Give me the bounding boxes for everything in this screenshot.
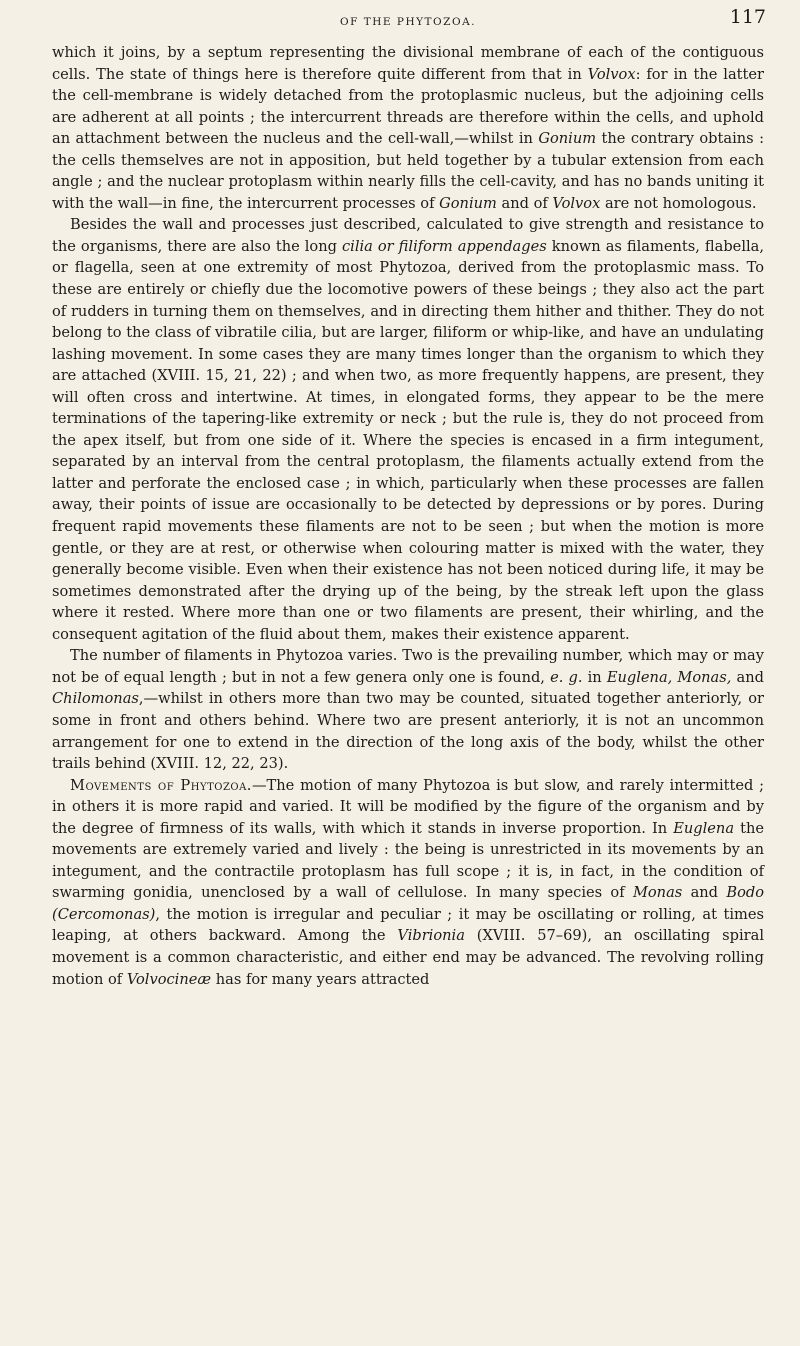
text-run: has for many years attracted [211, 970, 430, 988]
section-heading: Movements of Phytozoa. [70, 776, 252, 794]
book-page [52, 0, 764, 990]
text-run: which it joins, by a septum representing the divisional membrane of each of the contiguous cells. The state of things here is therefore quite different from that in [52, 44, 764, 83]
italic-term: Volvocineæ [126, 970, 212, 988]
text-run: , the motion is irregular and peculiar ; it may be oscillating or rolling, at times leaping, at others backward. Among the [52, 905, 764, 945]
italic-term: Vibrionia [397, 927, 465, 945]
text-run: Besides the wall and processes just described, calculated to give strength and resistance to the organisms, there are also the long [52, 216, 764, 255]
italic-term: e. g. [550, 668, 583, 686]
italic-term: Bodo (Cercomonas) [52, 884, 764, 923]
page-number: 117 [729, 6, 766, 28]
paragraph [52, 645, 764, 774]
text-run: the contrary obtains : the cells themselves are not in apposition, but held together by a tubular extension from each angle ; and the nuclear protoplasm within nearly fills the cell-cavity, and has no bands uniting it with the wall—in fine, the intercurrent processes of [52, 130, 764, 212]
italic-term: Gonium [439, 194, 497, 212]
italic-term: Euglena [673, 819, 735, 837]
text-run: the movements are extremely varied and lively : the being is unrestricted in its movements by an integument, and the contractile protoplasm has full scope ; it is, in fact, in the condition of swarming gonidia, unenclosed by a wall of cellulose. In many species of [52, 819, 764, 902]
text-run: ,—whilst in others more than two may be counted, situated together anteriorly, or some in front and others behind. Where two are present anteriorly, it is not an uncommon arrangement for one to extend in the direction of the long axis of the body, whilst the other trails behind (XVIII. 12, 22, 23). [52, 690, 764, 773]
running-head: OF THE PHYTOZOA. [340, 16, 476, 28]
page-header [52, 0, 764, 40]
text-run: in [582, 668, 607, 686]
paragraph [52, 775, 764, 990]
italic-term: Volvox [552, 194, 601, 212]
italic-term: Euglena, Monas, [606, 668, 732, 686]
text-run: are not homologous. [600, 194, 757, 212]
text-run: (XVIII. 57–69), an oscillating spiral movement is a common characteristic, and either end may be advanced. The revolving rolling motion of [52, 927, 764, 988]
italic-term: cilia or filiform appendages [341, 237, 547, 255]
text-run: and of [496, 194, 553, 212]
paragraph [52, 214, 764, 645]
text-run: and [731, 668, 764, 686]
italic-term: Volvox [587, 65, 636, 83]
italic-term: Gonium [538, 130, 597, 148]
text-run: —The motion of many Phytozoa is but slow, and rarely intermitted ; in others it is more rapid and varied. It will be modified by the figure of the organism and by the degree of firmness of its walls, with which it stands in inverse proportion. In [52, 776, 764, 837]
text-run: The number of filaments in Phytozoa varies. Two is the prevailing number, which may or may not be of equal length ; but in not a few genera only one is found, [52, 647, 764, 686]
body-text [52, 42, 764, 990]
text-run: known as filaments, flabella, or flagella, seen at one extremity of most Phytozoa, derived from the protoplasmic mass. To these are entirely or chiefly due the locomotive powers of these beings ; they also act the part of rudders in turning them on themselves, and in directing them hither and thither. They do not belong to the class of vibratile cilia, but are larger, filiform or whip-like, and have an undulating lashing movement. In some cases they are many times longer than the organism to which they are attached (XVIII. 15, 21, 22) ; and when two, as more frequently happens, are present, they will often cross and intertwine. At times, in elongated forms, they appear to be the mere terminations of the tapering-like extremity or neck ; but the rule is, they do not proceed from the apex itself, but from one side of it. Where the species is encased in a firm integument, separated by an interval from the central protoplasm, the filaments actually extend from the latter and perforate the enclosed case ; in which, particularly when these processes are fallen away, their points of issue are occasionally to be detected by depressions or by pores. During frequent rapid movements these filaments are not to be seen ; but when the motion is more gentle, or they are at rest, or otherwise when colouring matter is mixed with the water, they generally become visible. Even when their existence has not been noticed during life, it may be sometimes demonstrated after the drying up of the being, by the streak left upon the glass where it rested. Where more than one or two filaments are present, their whirling, and the consequent agitation of the fluid about them, makes their existence apparent. [52, 237, 764, 643]
text-run: : for in the latter the cell-membrane is widely detached from the protoplasmic nucleus, but the adjoining cells are adherent at all points ; the intercurrent threads are therefore within the cells, and uphold an attachment between the nucleus and the cell-wall,—whilst in [52, 65, 764, 148]
paragraph [52, 42, 764, 214]
italic-term: Chilomonas [52, 690, 139, 708]
text-run: and [682, 884, 727, 902]
italic-term: Monas [632, 884, 683, 902]
